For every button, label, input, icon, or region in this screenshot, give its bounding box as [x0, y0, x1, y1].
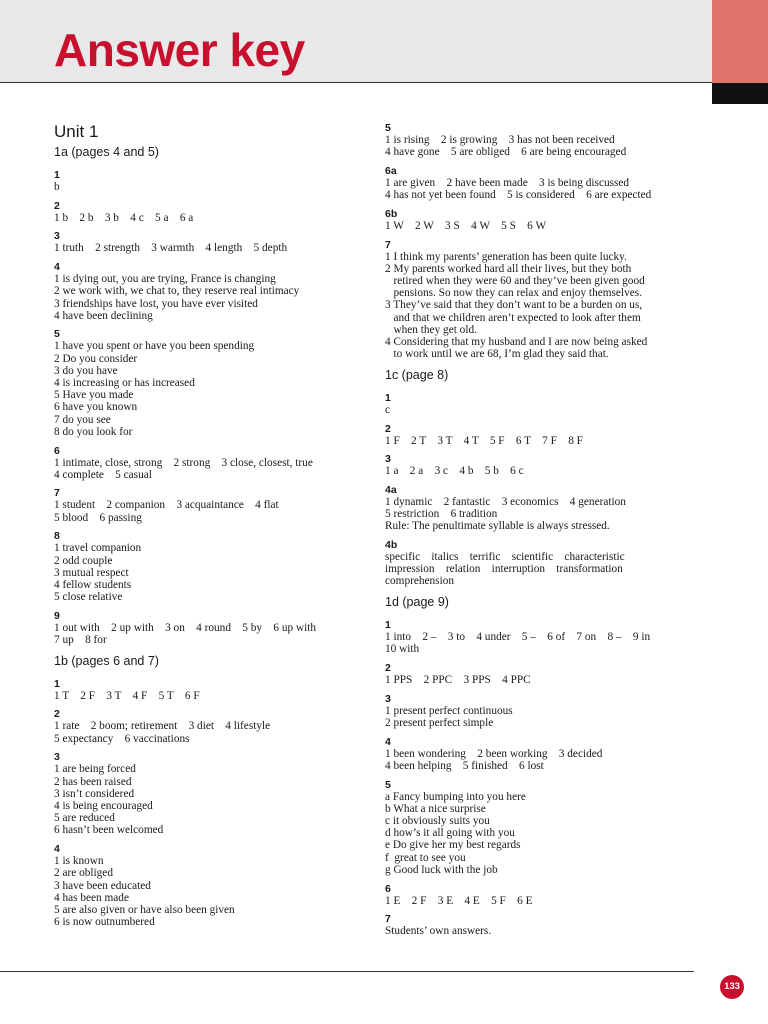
answer-line: Rule: The penultimate syllable is always stressed. [385, 520, 610, 533]
exercise-number: 1 [385, 619, 391, 632]
section-title: 1d (page 9) [385, 595, 449, 610]
answer-line: 4 has been made [54, 891, 129, 904]
answer-line: 4 have been declining [54, 309, 153, 322]
answer-line: when they get old. [385, 323, 477, 336]
answer-line: 2 odd couple [54, 554, 113, 567]
exercise-answer [385, 619, 705, 655]
right-column [385, 122, 705, 944]
answer-line: 1 rate 2 boom; retirement 3 diet 4 lifestyle [54, 720, 271, 733]
exercise-answer [54, 200, 372, 224]
exercise-answer [385, 392, 705, 416]
exercise-answer [385, 913, 705, 937]
exercise-answer [385, 736, 705, 772]
answer-line: 1 T 2 F 3 T 4 F 5 T 6 F [54, 689, 200, 702]
answer-line: c [385, 403, 391, 416]
answer-line: 1 been wondering 2 been working 3 decided [385, 747, 603, 760]
exercise-answer [54, 751, 372, 836]
answer-line: to work until we are 68, I’m glad they said that. [385, 348, 609, 361]
answer-line: 4 has not yet been found 5 is considered 6 are expected [385, 189, 652, 202]
answer-line: 4 is increasing or has increased [54, 377, 195, 390]
answer-line: 4 been helping 5 finished 6 lost [385, 759, 544, 772]
answer-line: 1 into 2 – 3 to 4 under 5 – 6 of 7 on 8 – 9 in [385, 631, 651, 644]
exercise-number: 6 [54, 444, 60, 457]
section-title: 1c (page 8) [385, 367, 449, 382]
answer-line: 1 a 2 a 3 c 4 b 5 b 6 c [385, 465, 524, 478]
exercise-answer [54, 610, 372, 646]
answer-line: 3 do you have [54, 364, 118, 377]
exercise-answer [385, 779, 705, 876]
answer-line: 2 we work with, we chat to, they reserve real intimacy [54, 285, 300, 298]
exercise-answer [54, 230, 372, 254]
answer-line: 5 are also given or have also been given [54, 903, 235, 916]
exercise-answer [54, 169, 372, 193]
section-title: 1a (pages 4 and 5) [54, 145, 159, 159]
exercise-number: 3 [385, 692, 391, 705]
answer-line: 3 mutual respect [54, 566, 129, 579]
answer-line: 1 b 2 b 3 b 4 c 5 a 6 a [54, 211, 194, 224]
header-band [0, 0, 712, 83]
answer-line: 2 are obliged [54, 867, 113, 880]
answer-line: 5 expectancy 6 vaccinations [54, 732, 190, 745]
exercise-answer [385, 883, 705, 907]
answer-line: and that we children aren’t expected to look after them [385, 311, 641, 324]
exercise-number: 2 [54, 708, 60, 721]
exercise-number: 1 [54, 169, 60, 181]
exercise-answer [54, 261, 372, 322]
answer-line: 5 Have you made [54, 389, 134, 402]
answer-line: g Good luck with the job [385, 863, 498, 876]
answer-line: b [54, 181, 60, 193]
answer-line: 4 Considering that my husband and I are now being asked [385, 335, 648, 348]
exercise-number: 3 [54, 751, 60, 764]
unit-title: Unit 1 [54, 122, 99, 141]
exercise-answer [385, 662, 705, 686]
answer-line: 7 up 8 for [54, 634, 107, 647]
exercise-number: 6b [385, 207, 398, 220]
answer-line: d how’s it all going with you [385, 827, 515, 840]
answer-line: 8 do you look for [54, 425, 133, 438]
exercise-answer [54, 843, 372, 928]
answer-line: b What a nice surprise [385, 802, 486, 815]
exercise-answer [385, 423, 705, 447]
exercise-number: 3 [385, 453, 391, 466]
exercise-answer [385, 208, 705, 232]
answer-line: 3 friendships have lost, you have ever visited [54, 297, 258, 310]
exercise-answer [385, 165, 705, 201]
answer-line: a Fancy bumping into you here [385, 790, 526, 803]
answer-line: f great to see you [385, 851, 466, 864]
answer-line: 1 is rising 2 is growing 3 has not been received [385, 134, 615, 146]
exercise-number: 7 [385, 238, 391, 251]
exercise-number: 4 [385, 735, 391, 748]
page-number-badge: 133 [720, 975, 744, 999]
exercise-number: 4a [385, 483, 397, 496]
exercise-answer [385, 539, 705, 588]
answer-line: 1 student 2 companion 3 acquaintance 4 flat [54, 499, 279, 512]
answer-line: impression relation interruption transformation [385, 563, 623, 576]
answer-line: 4 complete 5 casual [54, 468, 152, 481]
answer-line: 1 intimate, close, strong 2 strong 3 close, closest, true [54, 456, 313, 469]
exercise-number: 6 [385, 882, 391, 895]
exercise-answer [54, 487, 372, 523]
exercise-number: 4b [385, 539, 398, 552]
exercise-answer [54, 530, 372, 603]
answer-line: pensions. So now they can relax and enjoy themselves. [385, 287, 642, 300]
exercise-answer [54, 328, 372, 438]
exercise-answer [385, 693, 705, 729]
answer-line: retired when they were 60 and they’ve been given good [385, 274, 645, 287]
exercise-number: 2 [54, 199, 60, 212]
answer-line: 3 isn’t considered [54, 787, 135, 800]
answer-line: 10 with [385, 643, 420, 656]
answer-line: 7 do you see [54, 413, 111, 426]
answer-line: 1 present perfect continuous [385, 704, 513, 717]
answer-line: 2 has been raised [54, 775, 132, 788]
exercise-number: 7 [385, 913, 391, 926]
answer-line: 1 W 2 W 3 S 4 W 5 S 6 W [385, 219, 547, 232]
exercise-number: 4 [54, 843, 60, 856]
answer-line: 1 are being forced [54, 763, 136, 776]
answer-line: 5 restriction 6 tradition [385, 508, 498, 521]
chapter-tab [712, 0, 768, 83]
exercise-number: 6a [385, 164, 397, 177]
answer-line: comprehension [385, 575, 455, 588]
exercise-number: 2 [385, 662, 391, 675]
answer-line: Students’ own answers. [385, 925, 492, 938]
answer-line: 2 My parents worked hard all their lives, but they both [385, 262, 632, 275]
answer-line: e Do give her my best regards [385, 839, 521, 852]
exercise-number: 1 [54, 677, 60, 690]
answer-line: 1 is known [54, 855, 104, 868]
page-title: Answer key [54, 24, 305, 76]
answer-line: 3 They’ve said that they don’t want to be a burden on us, [385, 299, 643, 312]
exercise-number: 5 [54, 328, 60, 341]
answer-line: 1 are given 2 have been made 3 is being discussed [385, 176, 630, 189]
answer-line: 2 present perfect simple [385, 716, 494, 729]
exercise-answer [54, 678, 372, 702]
footer-rule [0, 971, 694, 972]
answer-line: 5 are reduced [54, 812, 115, 825]
exercise-number: 9 [54, 609, 60, 622]
exercise-number: 3 [54, 230, 60, 243]
section-title: 1b (pages 6 and 7) [54, 653, 159, 668]
exercise-number: 8 [54, 530, 60, 543]
answer-line: 6 is now outnumbered [54, 916, 155, 929]
exercise-answer [385, 484, 705, 533]
answer-line: 5 blood 6 passing [54, 511, 142, 524]
exercise-number: 5 [385, 778, 391, 791]
answer-line: 1 I think my parents’ generation has been quite lucky. [385, 250, 627, 263]
exercise-answer [54, 445, 372, 481]
answer-line: 1 have you spent or have you been spending [54, 340, 255, 353]
chapter-tab-marker [712, 83, 768, 104]
answer-line: 4 fellow students [54, 578, 132, 591]
exercise-number: 4 [54, 261, 60, 274]
answer-line: 6 have you known [54, 401, 138, 414]
answer-line: 5 close relative [54, 591, 123, 604]
answer-line: 4 have gone 5 are obliged 6 are being encouraged [385, 146, 627, 159]
answer-line: 3 have been educated [54, 879, 151, 892]
answer-line: 6 hasn’t been welcomed [54, 824, 164, 837]
left-column [54, 122, 372, 935]
answer-line: c it obviously suits you [385, 815, 490, 827]
exercise-number: 7 [54, 487, 60, 500]
exercise-answer [385, 453, 705, 477]
answer-line: 1 travel companion [54, 542, 142, 555]
answer-line: specific italics terrific scientific characteristic [385, 551, 625, 564]
answer-line: 1 out with 2 up with 3 on 4 round 5 by 6 up with [54, 621, 317, 634]
answer-line: 4 is being encouraged [54, 800, 153, 812]
exercise-answer [54, 708, 372, 744]
answer-line: 1 PPS 2 PPC 3 PPS 4 PPC [385, 674, 531, 687]
exercise-answer [385, 122, 705, 158]
exercise-number: 2 [385, 422, 391, 435]
answer-line: 1 F 2 T 3 T 4 T 5 F 6 T 7 F 8 F [385, 434, 583, 447]
answer-line: 2 Do you consider [54, 352, 138, 365]
answer-line: 1 dynamic 2 fantastic 3 economics 4 generation [385, 495, 626, 508]
exercise-number: 1 [385, 391, 391, 404]
answer-line: 1 E 2 F 3 E 4 E 5 F 6 E [385, 894, 533, 907]
exercise-answer [385, 239, 705, 361]
exercise-number: 5 [385, 122, 391, 134]
answer-line: 1 truth 2 strength 3 warmth 4 length 5 depth [54, 242, 288, 255]
answer-line: 1 is dying out, you are trying, France is changing [54, 273, 276, 286]
